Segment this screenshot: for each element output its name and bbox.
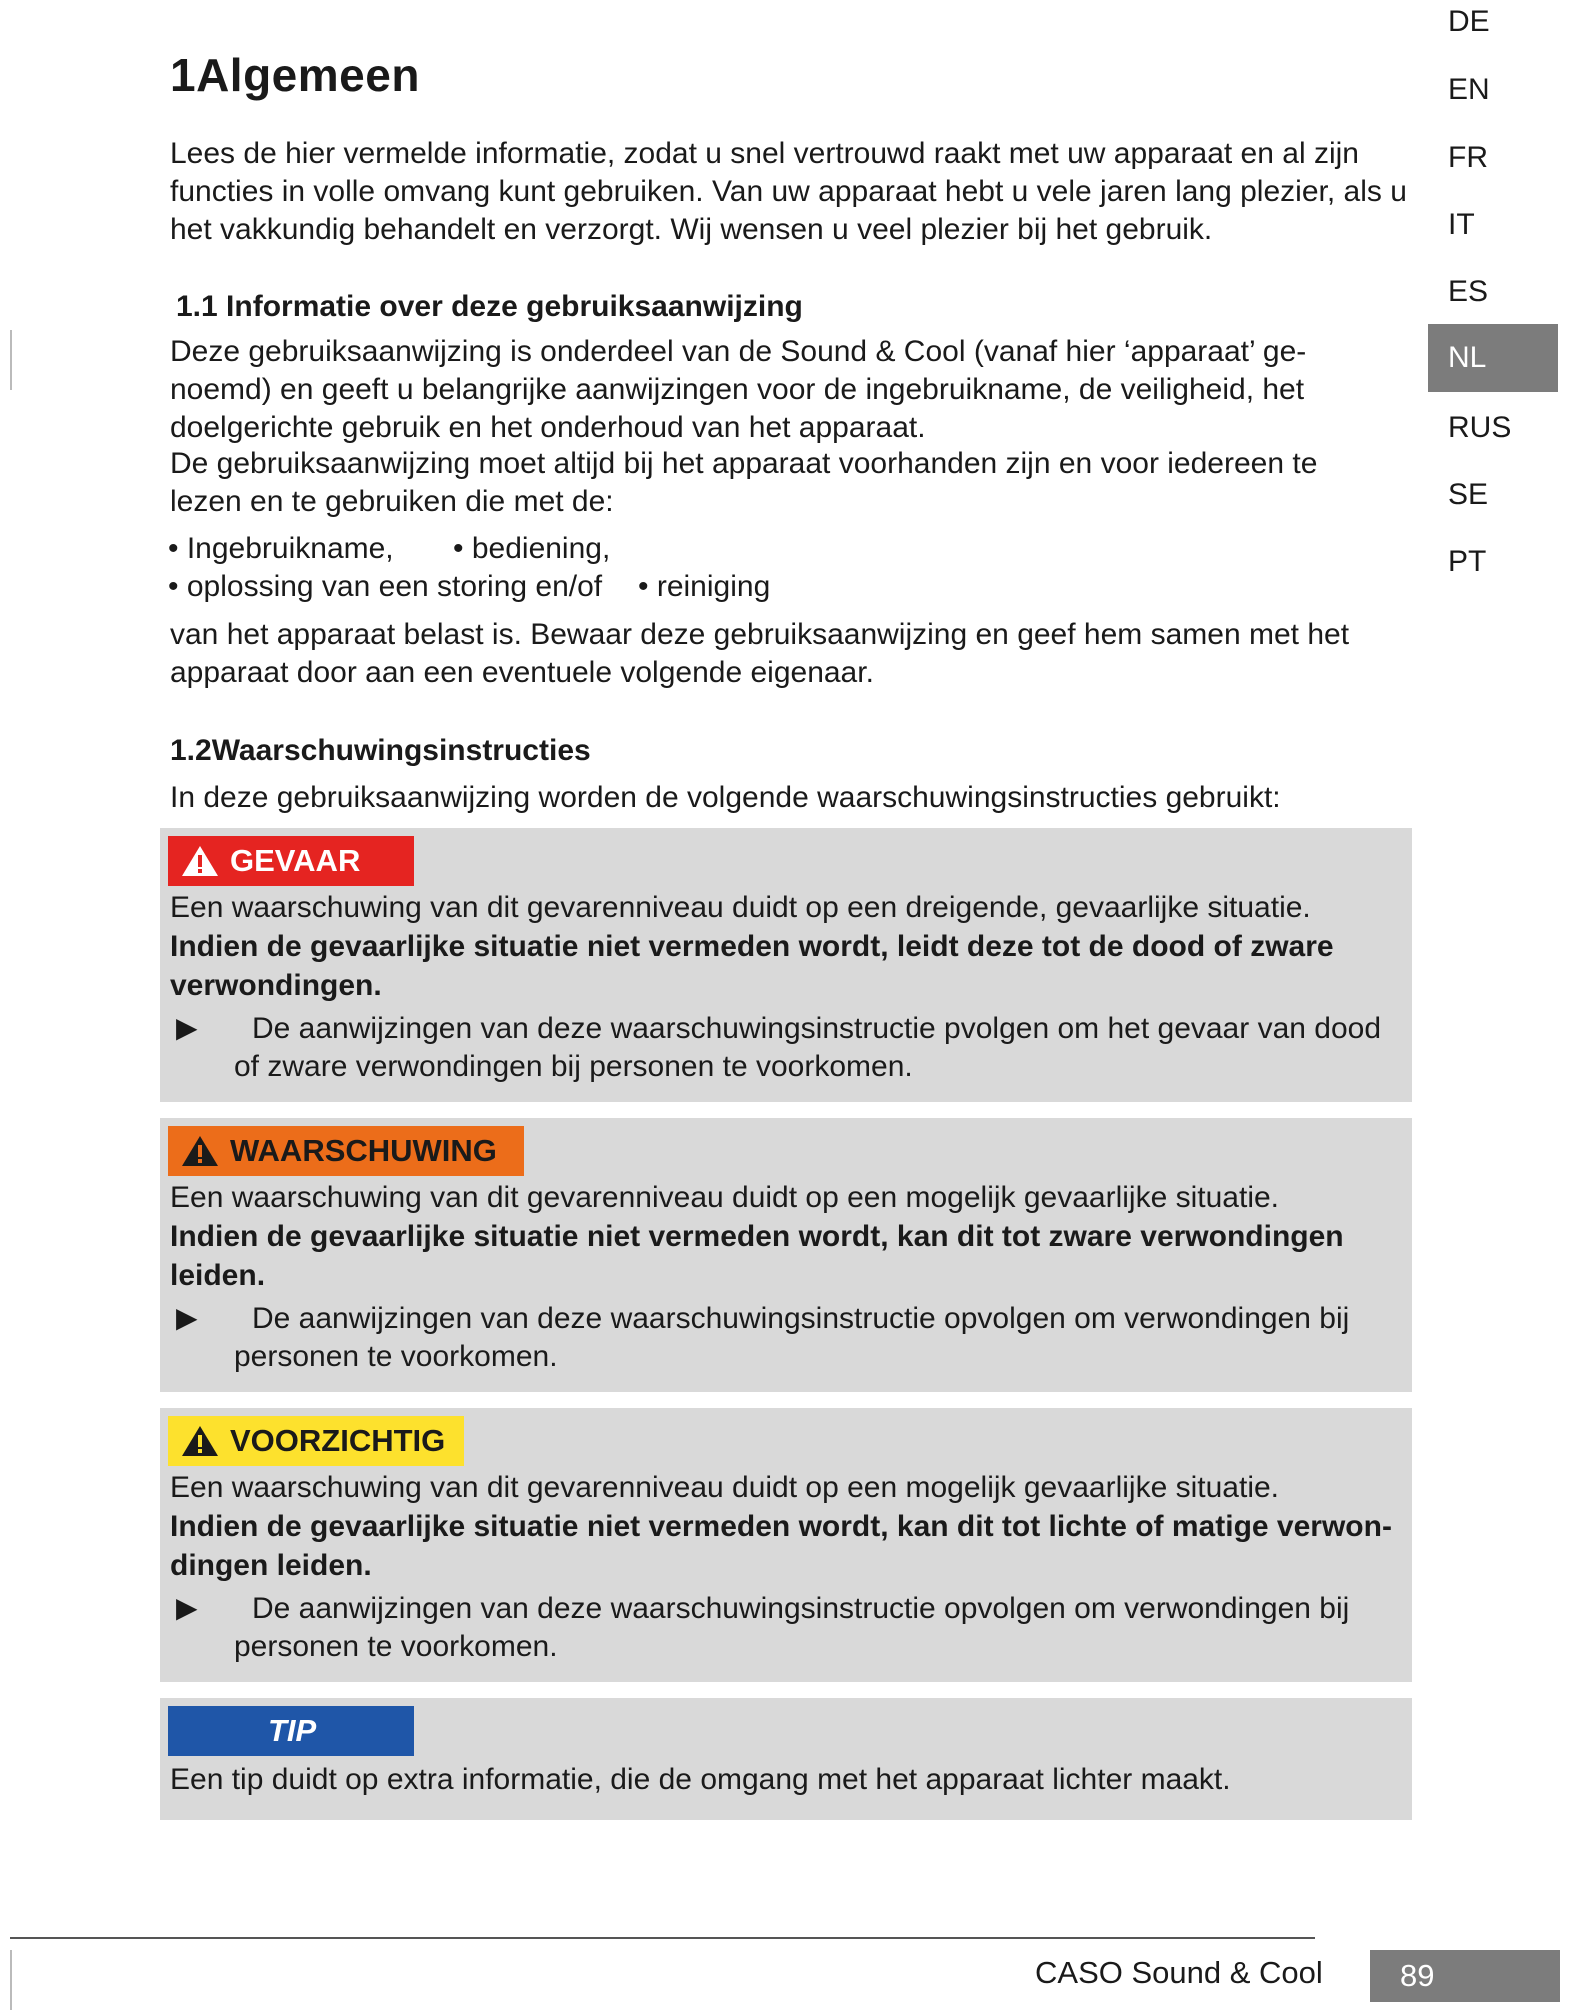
footer-product-name: CASO Sound & Cool bbox=[1035, 1955, 1323, 1990]
lang-tab-rus[interactable]: RUS bbox=[1448, 411, 1512, 444]
lang-tab-es[interactable]: ES bbox=[1448, 275, 1489, 308]
danger-notice bbox=[160, 828, 1412, 1102]
tip-notice bbox=[160, 1698, 1412, 1820]
lang-tab-fr[interactable]: FR bbox=[1448, 141, 1488, 174]
section-1-2-title: 1.2Waarschuwingsinstructies bbox=[170, 734, 591, 767]
list-item: • reiniging bbox=[638, 570, 771, 603]
warning-label: WAARSCHUWING bbox=[230, 1133, 497, 1168]
danger-text: Een waarschuwing van dit gevarenniveau duidt op een dreigende, gevaarlijke situatie. bbox=[170, 891, 1311, 924]
warning-triangle-icon bbox=[180, 1424, 220, 1458]
play-arrow-icon: ▶ bbox=[176, 1012, 198, 1043]
footer-divider bbox=[10, 1937, 1315, 1939]
section-1-1-paragraph-1: Deze gebruiksaanwijzing is onderdeel van de Sound & Cool (vanaf hier ‘apparaat’ ge-noemd) en geeft u belangrijke aanwijzingen voor de ingebruikname, de veiligheid, het doelgerichte gebruik en het onderhoud van het apparaat. bbox=[170, 335, 1307, 444]
list-item: • Ingebruikname, bbox=[168, 532, 394, 565]
warning-triangle-icon bbox=[180, 844, 220, 878]
lang-tab-nl[interactable]: NL bbox=[1428, 324, 1558, 392]
warning-badge bbox=[168, 1126, 524, 1176]
warning-notice bbox=[160, 1118, 1412, 1392]
usage-bullet-list bbox=[168, 530, 770, 606]
section-1-1-title: 1.1 Informatie over deze gebruiksaanwijzing bbox=[176, 290, 803, 323]
danger-badge bbox=[168, 836, 414, 886]
caution-badge bbox=[168, 1416, 464, 1466]
lang-tab-se[interactable]: SE bbox=[1448, 478, 1489, 511]
section-1-2-intro: In deze gebruiksaanwijzing worden de volgende waarschuwingsinstructies gebruikt: bbox=[170, 781, 1281, 814]
lang-tab-it[interactable]: IT bbox=[1448, 208, 1475, 241]
lang-tab-pt[interactable]: PT bbox=[1448, 545, 1487, 578]
warning-text: Een waarschuwing van dit gevarenniveau duidt op een mogelijk gevaarlijke situatie. bbox=[170, 1181, 1280, 1214]
tip-text: Een tip duidt op extra informatie, die de omgang met het apparaat lichter maakt. bbox=[170, 1763, 1231, 1796]
danger-label: GEVAAR bbox=[230, 843, 361, 878]
play-arrow-icon: ▶ bbox=[176, 1302, 198, 1333]
page-number: 89 bbox=[1370, 1950, 1560, 2002]
caution-action: De aanwijzingen van deze waarschuwingsinstructie opvolgen om verwondingen bij personen te voorkomen. bbox=[234, 1592, 1350, 1663]
caution-bold-text: Indien de gevaarlijke situatie niet vermeden wordt, kan dit tot lichte of matige verwon-dingen leiden. bbox=[170, 1510, 1392, 1582]
lang-tab-de[interactable]: DE bbox=[1448, 5, 1490, 38]
warning-triangle-icon bbox=[180, 1134, 220, 1168]
page-edge-mark bbox=[10, 1950, 12, 2010]
warning-action: De aanwijzingen van deze waarschuwingsinstructie opvolgen om verwondingen bij personen te voorkomen. bbox=[234, 1302, 1350, 1373]
tip-badge bbox=[168, 1706, 414, 1756]
caution-label: VOORZICHTIG bbox=[230, 1423, 446, 1458]
list-item: • oplossing van een storing en/of bbox=[168, 570, 603, 603]
lang-tab-en[interactable]: EN bbox=[1448, 73, 1490, 106]
danger-action: De aanwijzingen van deze waarschuwingsinstructie pvolgen om het gevaar van dood of zware verwondingen bij personen te voorkomen. bbox=[234, 1012, 1382, 1083]
warning-bold-text: Indien de gevaarlijke situatie niet vermeden wordt, kan dit tot zware verwondingen leiden. bbox=[170, 1220, 1344, 1292]
play-arrow-icon: ▶ bbox=[176, 1592, 198, 1623]
danger-bold-text: Indien de gevaarlijke situatie niet vermeden wordt, leidt deze tot de dood of zware verwondingen. bbox=[170, 930, 1334, 1002]
intro-paragraph: Lees de hier vermelde informatie, zodat u snel vertrouwd raakt met uw apparaat en al zijn functies in volle omvang kunt gebruiken. Van uw apparaat hebt u vele jaren lang plezier, als u het vakkundig behandelt en verzorgt. Wij wensen u veel plezier bij het gebruik. bbox=[170, 137, 1407, 246]
list-item: • bediening, bbox=[453, 532, 611, 565]
caution-text: Een waarschuwing van dit gevarenniveau duidt op een mogelijk gevaarlijke situatie. bbox=[170, 1471, 1280, 1504]
page-edge-mark bbox=[10, 330, 12, 390]
page-title: 1Algemeen bbox=[170, 49, 420, 101]
tip-label: TIP bbox=[268, 1713, 317, 1748]
section-1-1-paragraph-2: De gebruiksaanwijzing moet altijd bij het apparaat voorhanden zijn en voor iedereen te lezen en te gebruiken die met de: bbox=[170, 447, 1318, 518]
caution-notice bbox=[160, 1408, 1412, 1682]
section-1-1-paragraph-3: van het apparaat belast is. Bewaar deze gebruiksaanwijzing en geef hem samen met het apparaat door aan een eventuele volgende eigenaar. bbox=[170, 618, 1350, 689]
